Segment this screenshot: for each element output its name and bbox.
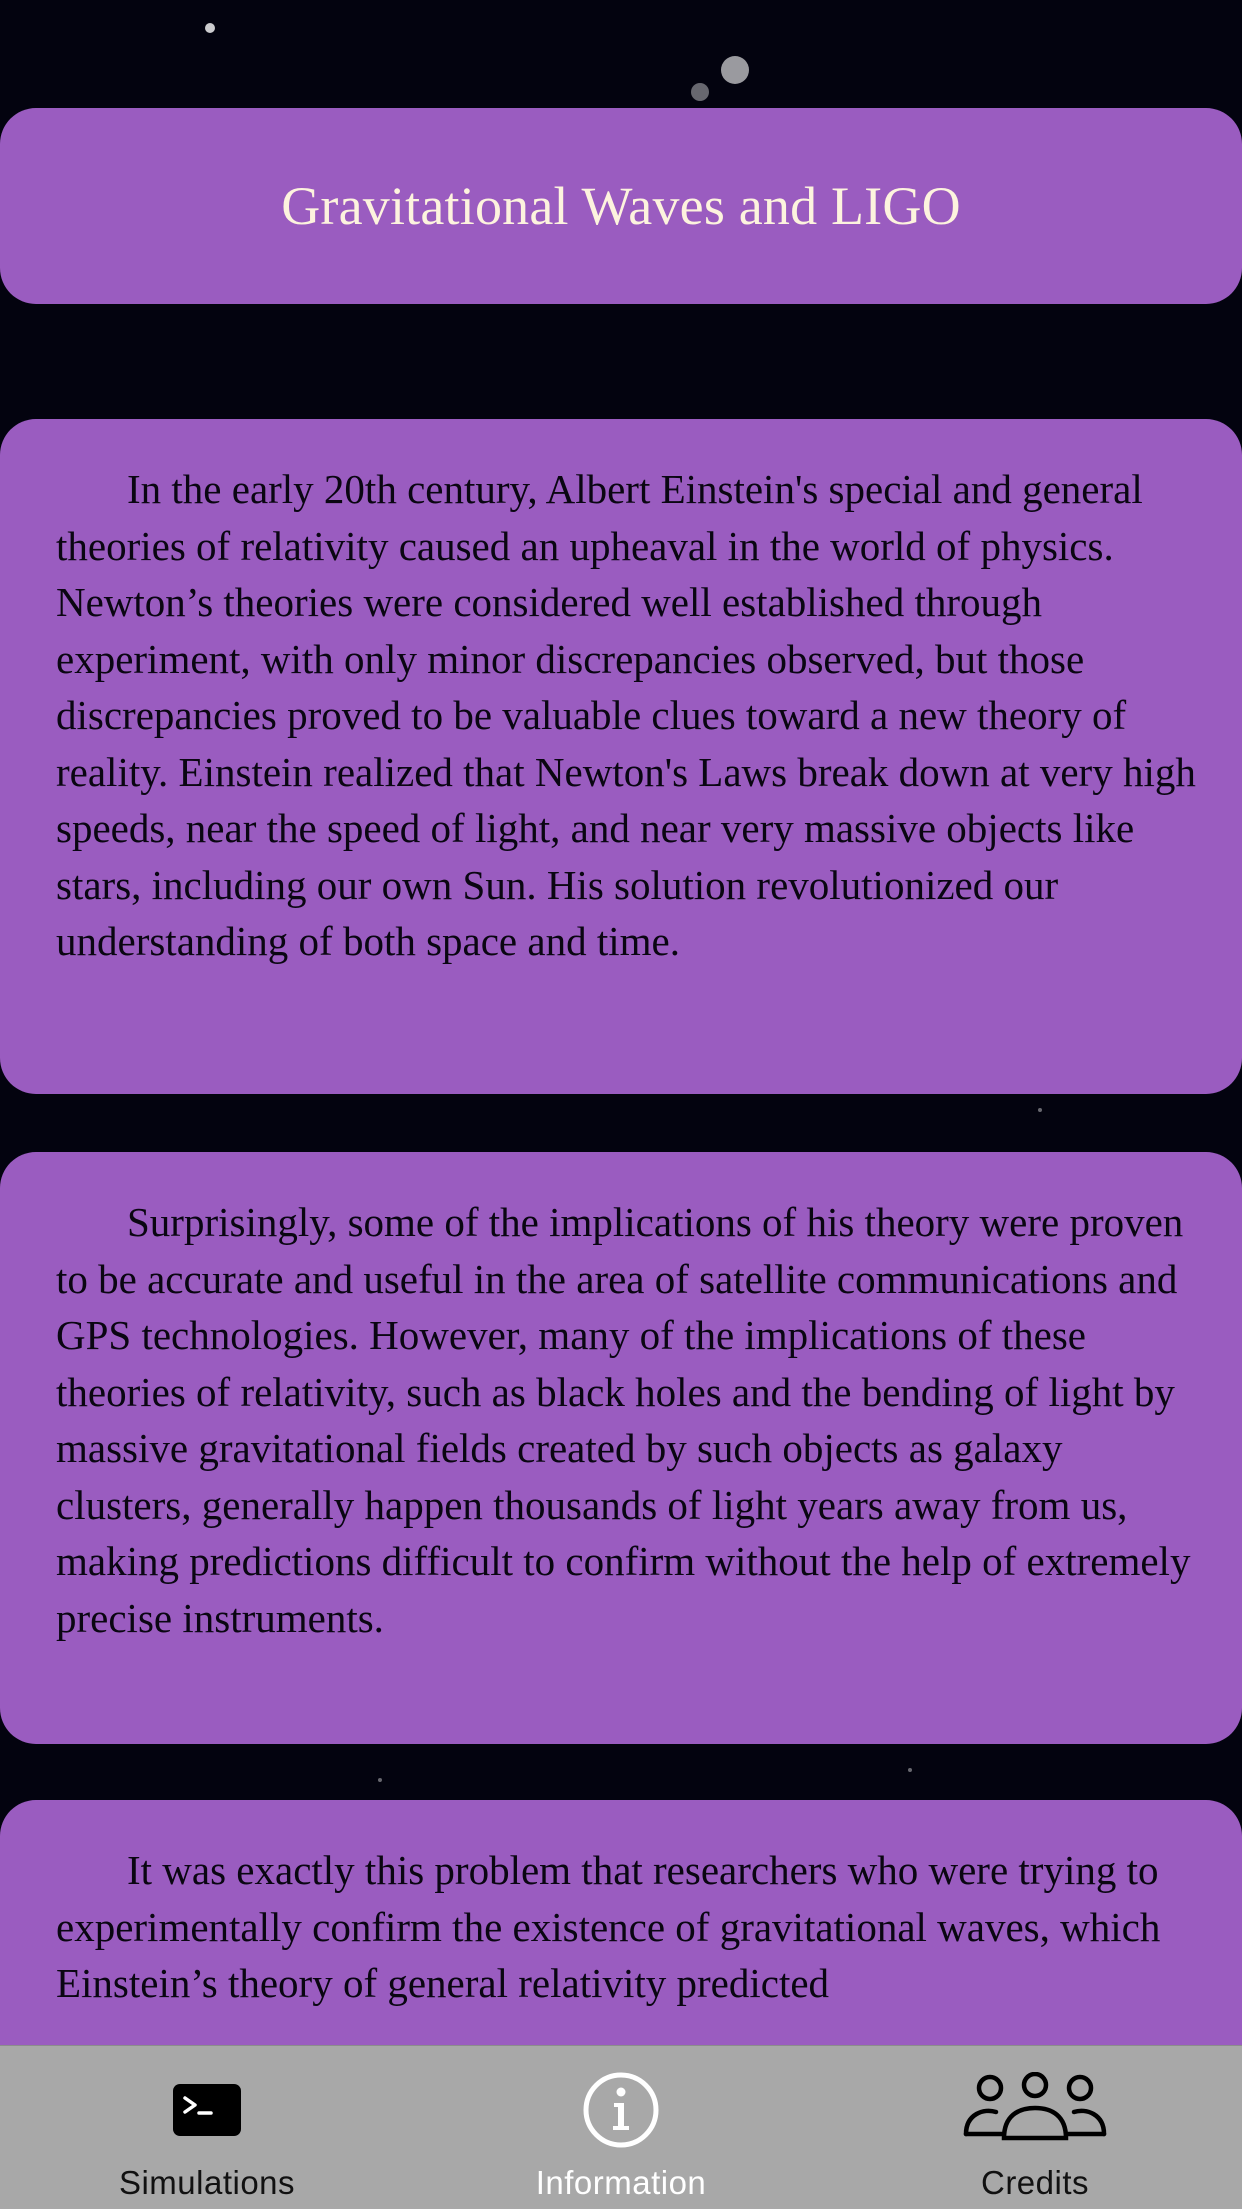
title-card [0, 108, 1242, 304]
text-card [0, 419, 1242, 1094]
text-card [0, 1800, 1242, 2045]
tab-label: Information [535, 2164, 707, 2201]
tab-credits[interactable] [828, 2046, 1242, 2209]
tab-simulations[interactable] [0, 2046, 414, 2209]
tab-information[interactable] [414, 2046, 828, 2209]
terminal-icon [132, 2070, 282, 2150]
tab-label: Credits [980, 2164, 1090, 2201]
paragraph-text: Surprisingly, some of the implications of his theory were proven to be accurate and useful in the area of satellite communications and GPS technologies. However, many of the implications of these theories of relativity, such as black holes and the bending of light by massive gravitational fields created by such objects as galaxy clusters, generally happen thousands of light years away from us, making predictions difficult to confirm without the help of extremely precise instruments. [56, 1199, 1191, 1641]
tab-label: Simulations [118, 2164, 296, 2201]
info-icon [546, 2070, 696, 2150]
paragraph-text: In the early 20th century, Albert Einstein's special and general theories of relativity caused an upheaval in the world of physics. Newton’s theories were considered well established through experiment, with only minor discrepancies observed, but those discrepancies proved to be valuable clues toward a new theory of reality. Einstein realized that Newton's Laws break down at very high speeds, near the speed of light, and near very massive objects like stars, including our own Sun. His solution revolutionized our understanding of both space and time. [56, 466, 1196, 964]
tab-bar [0, 2045, 1242, 2209]
page-title: Gravitational Waves and LIGO [281, 176, 961, 236]
paragraph-text: It was exactly this problem that researchers who were trying to experimentally confirm the existence of gravitational waves, which Einstein’s theory of general relativity predicted [56, 1847, 1161, 2006]
text-card [0, 1152, 1242, 1744]
people-group-icon [960, 2070, 1110, 2150]
